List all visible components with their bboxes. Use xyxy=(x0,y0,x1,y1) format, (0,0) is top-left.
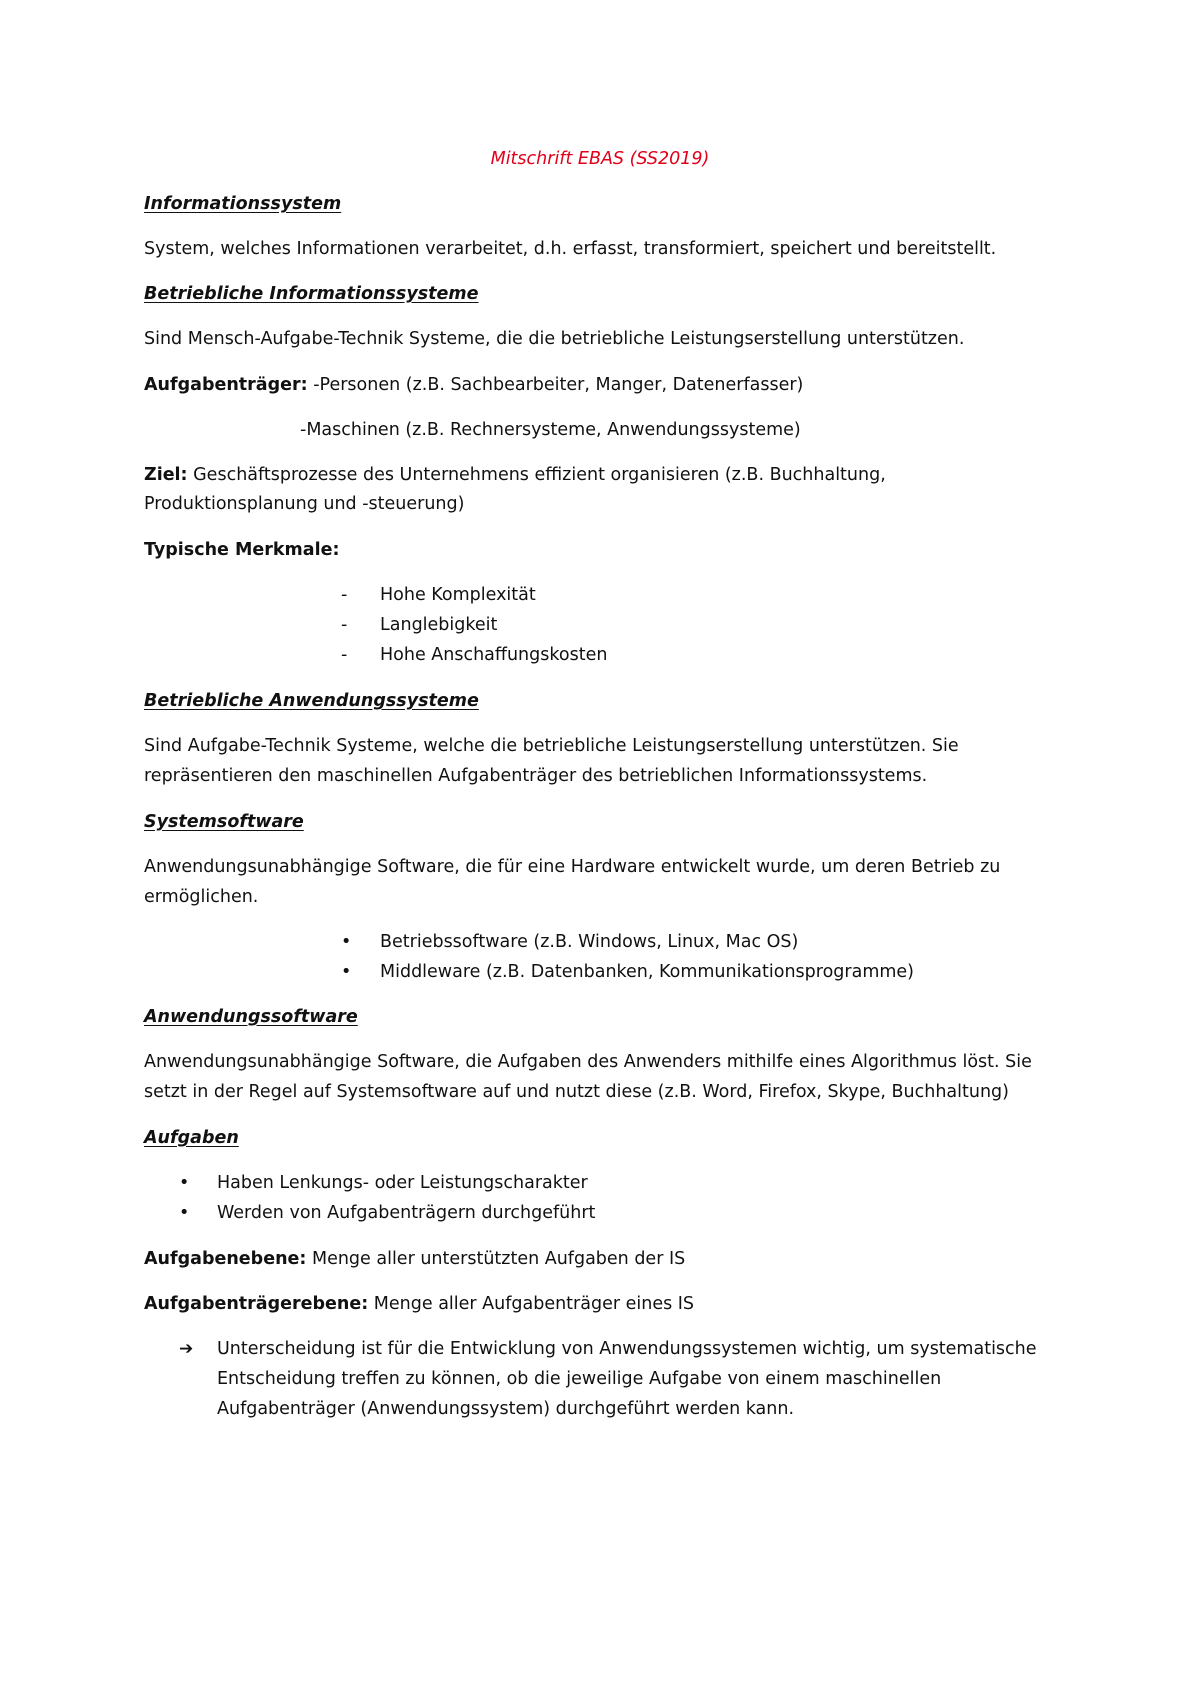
list-marker: - xyxy=(341,585,348,605)
arrow-right-icon: ➔ xyxy=(179,1339,194,1359)
paragraph-anwendungssysteme-line2: repräsentieren den maschinellen Aufgabenträger des betrieblichen Informationssystems. xyxy=(144,766,928,786)
heading-systemsoftware: Systemsoftware xyxy=(144,812,304,832)
document-title: Mitschrift EBAS (SS2019) xyxy=(490,149,710,169)
conclusion-line: Unterscheidung ist für die Entwicklung von Anwendungssystemen wichtig, um systematische xyxy=(217,1339,1037,1359)
heading-betriebliche-anwendungssysteme: Betriebliche Anwendungssysteme xyxy=(144,691,479,711)
bullet-icon: • xyxy=(179,1173,190,1193)
bullet-icon: • xyxy=(179,1203,190,1223)
list-item: Hohe Anschaffungskosten xyxy=(380,645,608,665)
bullet-icon: • xyxy=(341,932,352,952)
aufgabentraeger-label: Aufgabenträger: xyxy=(144,375,308,395)
conclusion-line: Entscheidung treffen zu können, ob die jeweilige Aufgabe von einem maschinellen xyxy=(217,1369,942,1389)
paragraph-anwendungssysteme-line1: Sind Aufgabe-Technik Systeme, welche die betriebliche Leistungserstellung unterstützen. Sie xyxy=(144,736,959,756)
list-item: Hohe Komplexität xyxy=(380,585,536,605)
aufgabenebene-label: Aufgabenebene: xyxy=(144,1249,307,1269)
list-item: Betriebssoftware (z.B. Windows, Linux, Mac OS) xyxy=(380,932,799,952)
list-item: Langlebigkeit xyxy=(380,615,498,635)
aufgabentraeger-line xyxy=(144,370,803,400)
ziel-label: Ziel: xyxy=(144,465,188,485)
heading-anwendungssoftware: Anwendungssoftware xyxy=(144,1007,358,1027)
list-marker: - xyxy=(341,615,348,635)
aufgabentraegerebene-label: Aufgabenträgerebene: xyxy=(144,1294,369,1314)
list-item: Werden von Aufgabenträgern durchgeführt xyxy=(217,1203,596,1223)
heading-betriebliche-informationssysteme: Betriebliche Informationssysteme xyxy=(144,284,479,304)
bullet-icon: • xyxy=(341,962,352,982)
list-item: Middleware (z.B. Datenbanken, Kommunikationsprogramme) xyxy=(380,962,915,982)
paragraph-anwendungssoftware-line2: setzt in der Regel auf Systemsoftware auf und nutzt diese (z.B. Word, Firefox, Skype, Buchhaltung) xyxy=(144,1082,1009,1102)
paragraph-anwendungssoftware-line1: Anwendungsunabhängige Software, die Aufgaben des Anwenders mithilfe eines Algorithmus löst. Sie xyxy=(144,1052,1032,1072)
heading-aufgaben: Aufgaben xyxy=(144,1128,239,1148)
ziel-text-continued: Produktionsplanung und -steuerung) xyxy=(144,494,465,514)
paragraph-informationssystem: System, welches Informationen verarbeitet, d.h. erfasst, transformiert, speichert und bereitstellt. xyxy=(144,239,997,259)
ziel-line xyxy=(144,460,886,490)
list-item: Haben Lenkungs- oder Leistungscharakter xyxy=(217,1173,588,1193)
list-marker: - xyxy=(341,645,348,665)
heading-informationssystem: Informationssystem xyxy=(144,194,342,214)
paragraph-systemsoftware-line1: Anwendungsunabhängige Software, die für eine Hardware entwickelt wurde, um deren Betrieb zu xyxy=(144,857,1001,877)
conclusion-line: Aufgabenträger (Anwendungssystem) durchgeführt werden kann. xyxy=(217,1399,795,1419)
aufgabentraeger-personen: -Personen (z.B. Sachbearbeiter, Manger, Datenerfasser) xyxy=(307,375,804,395)
aufgabenebene-text: Menge aller unterstützten Aufgaben der IS xyxy=(306,1249,686,1269)
aufgabentraegerebene-text: Menge aller Aufgabenträger eines IS xyxy=(368,1294,695,1314)
ziel-text: Geschäftsprozesse des Unternehmens effizient organisieren (z.B. Buchhaltung, xyxy=(187,465,886,485)
aufgabenebene-line xyxy=(144,1244,685,1274)
paragraph-betriebliche-informationssysteme: Sind Mensch-Aufgabe-Technik Systeme, die die betriebliche Leistungserstellung unterstützen. xyxy=(144,329,965,349)
aufgabentraeger-maschinen: -Maschinen (z.B. Rechnersysteme, Anwendungssysteme) xyxy=(300,420,801,440)
aufgabentraegerebene-line xyxy=(144,1289,694,1319)
merkmale-label: Typische Merkmale: xyxy=(144,540,340,560)
paragraph-systemsoftware-line2: ermöglichen. xyxy=(144,887,259,907)
